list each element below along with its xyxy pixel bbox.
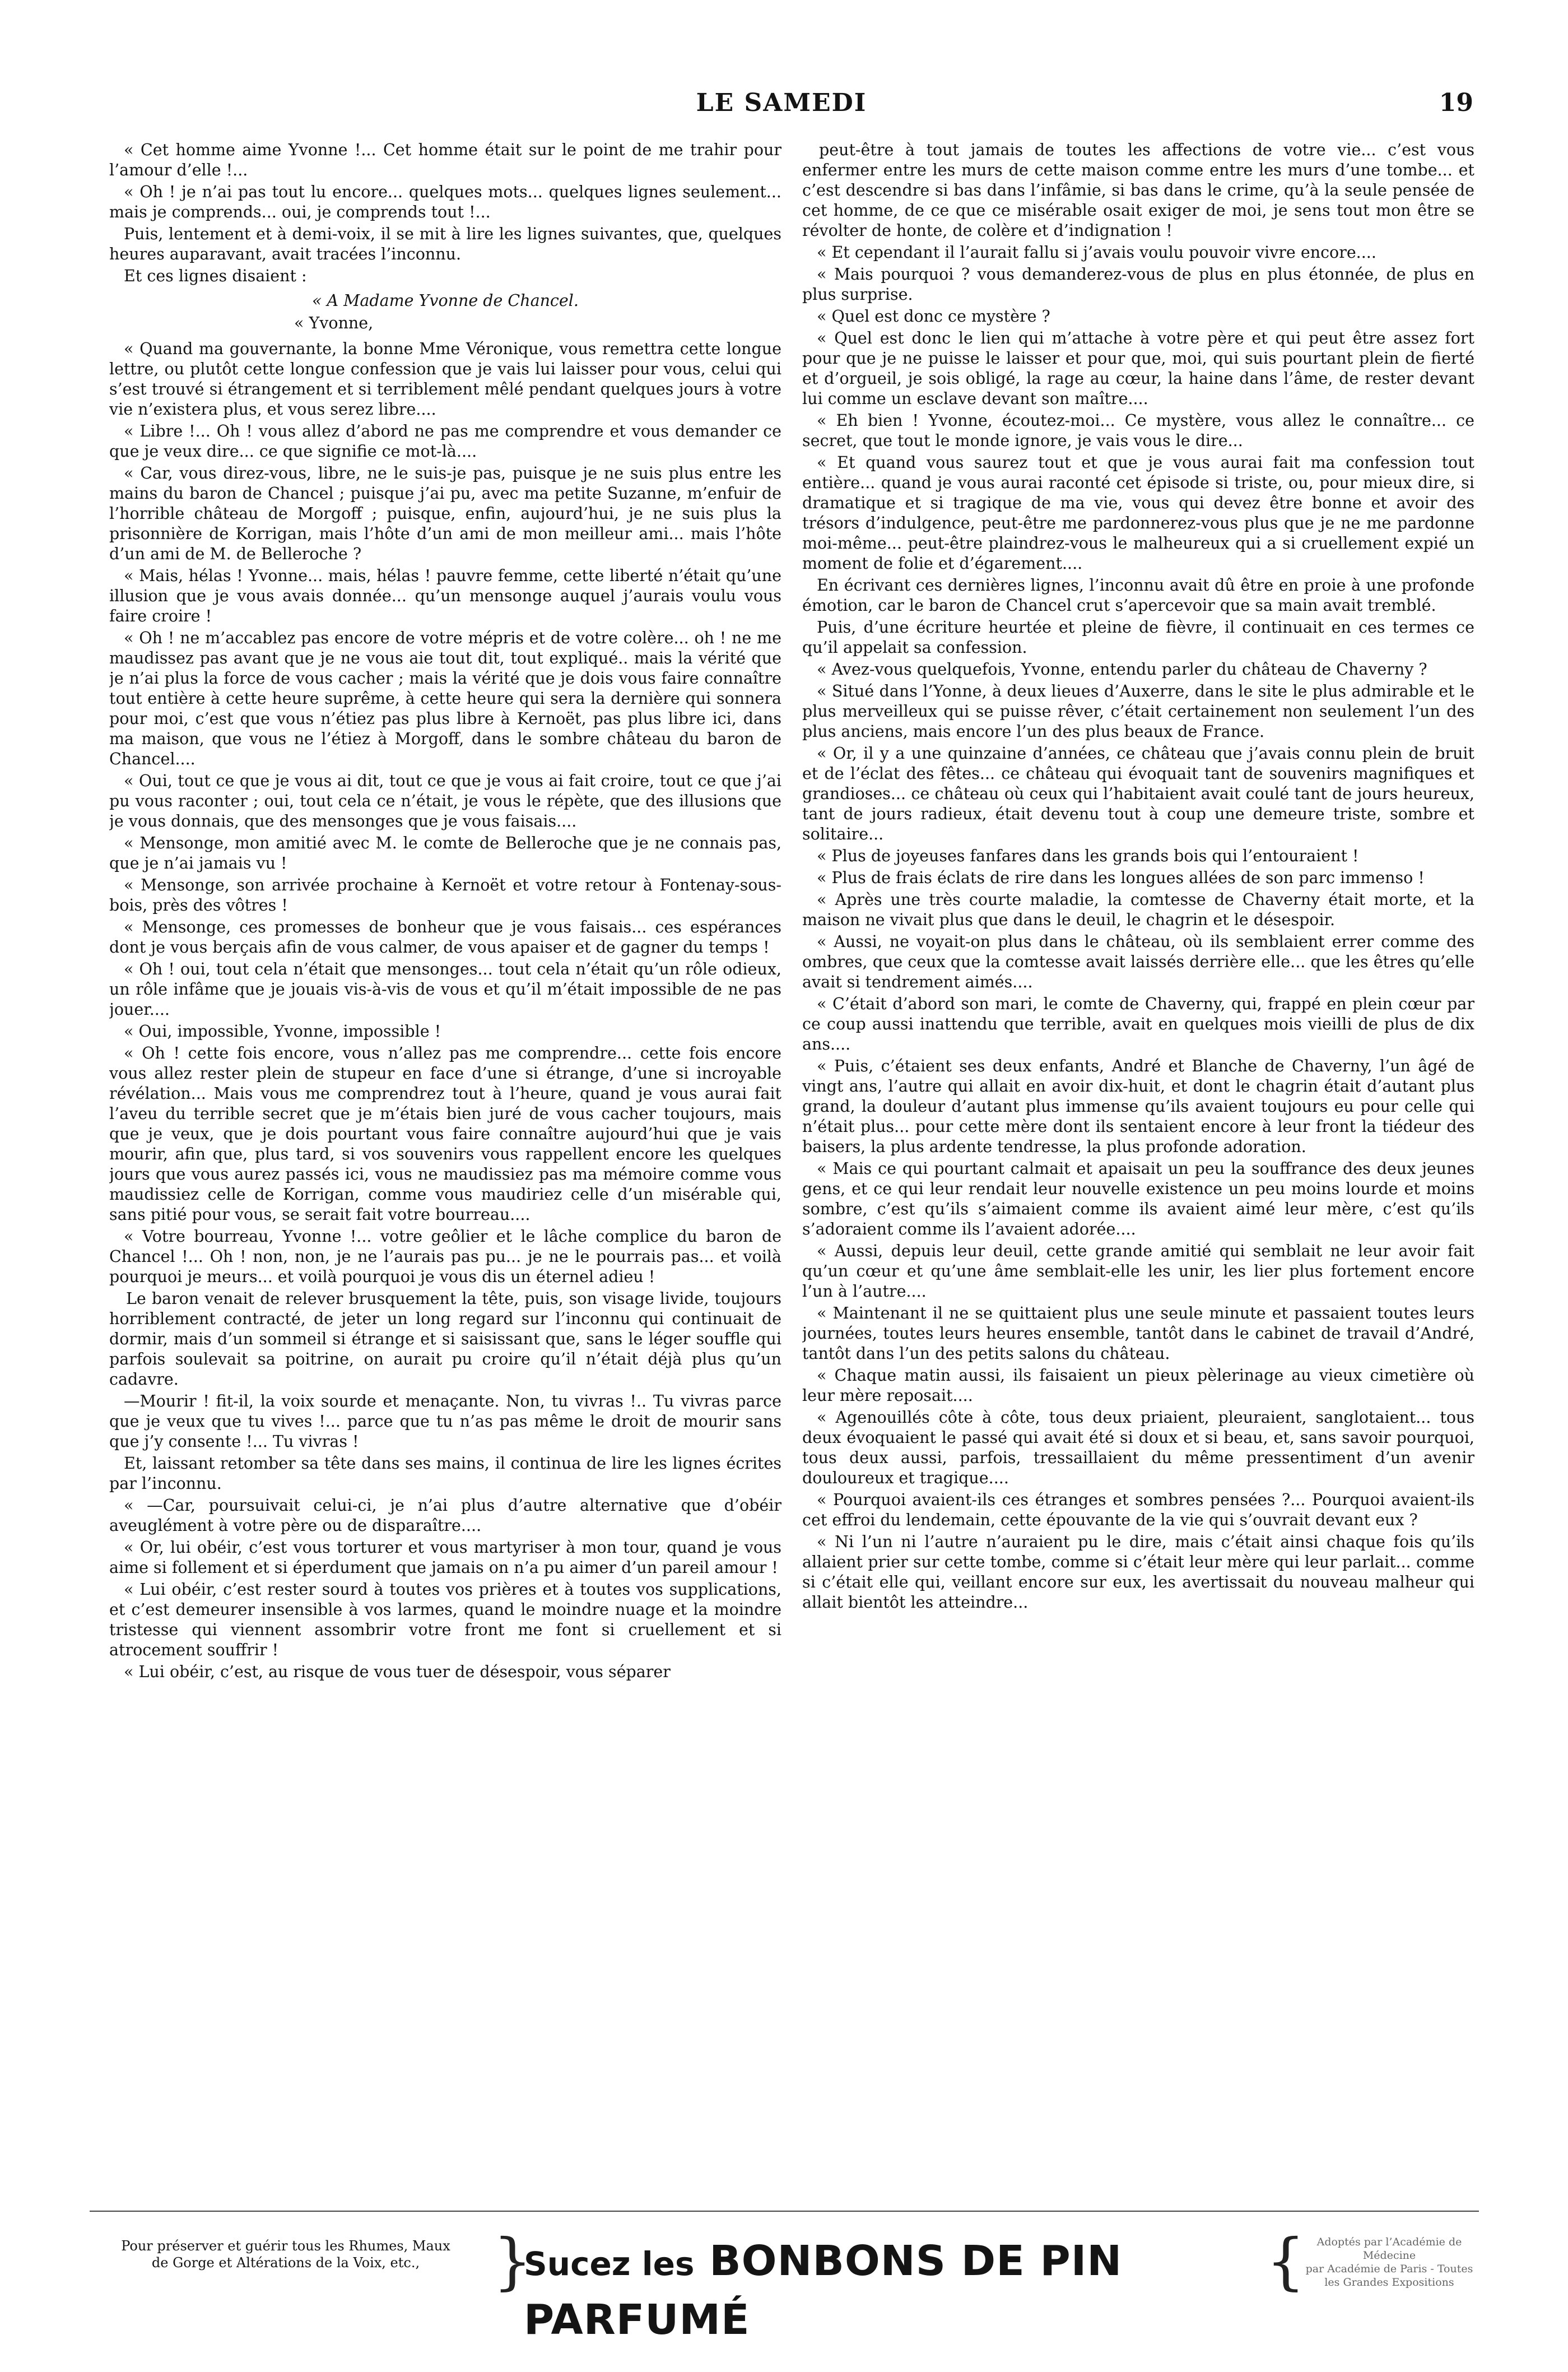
page-number: 19: [1439, 89, 1473, 117]
paragraph: « Car, vous direz-vous, libre, ne le suis-je pas, puisque je ne suis plus entre les mains du baron de Chancel ; puisque j’ai pu, avec ma petite Suzanne, m’enfuir de l’horrible château de Morgoff ; puisque, enfin, aujourd’hui, je ne suis plus la prisonnière de Korrigan, mais l’hôte d’un ami de mon meilleur ami... mais l’hôte d’un ami de M. de Belleroche ?: [109, 464, 781, 563]
paragraph: « Oh ! cette fois encore, vous n’allez pas me comprendre... cette fois encore vous allez rester plein de stupeur en face d’une si étrange, d’une si incroyable révélation... Mais vous me comprendrez tout à l’heure, quand je vous aurai fait l’aveu du terrible secret que je m’étais bien juré de vous cacher toujours, mais que je veux, que je dois pourtant vous faire connaître aujourd’hui que je vais mourir, afin que, plus tard, si vos souvenirs vous rappellent encore les quelques jours que vous aurez passés ici, vous ne maudissiez pas ma mémoire comme vous maudissiez celle de Korrigan, comme vous maudiriez celle d’un misérable qui, sans pitié pour vous, se serait fait votre bourreau....: [109, 1044, 781, 1224]
advertisement-banner: [90, 2225, 1479, 2344]
paragraph: « Yvonne,: [294, 314, 374, 332]
paragraph: « Oh ! ne m’accablez pas encore de votre mépris et de votre colère... oh ! ne me maudissez pas avant que je ne vous aie tout dit, tout expliqué.. mais la vérité que je n’ai plus la force de vous cacher ; mais la vérité que je dois vous faire connaître tout entière à cette heure suprême, à cette heure qui sera la dernière qui sonnera pour moi, c’est que vous n’étiez pas plus libre à Kernoët, pas plus libre ici, dans ma maison, que vous ne l’étiez à Morgoff, dans le sombre château du baron de Chancel....: [109, 629, 781, 768]
paragraph: « Lui obéir, c’est rester sourd à toutes vos prières et à toutes vos supplications, et c’est demeurer insensible à vos larmes, quand le moindre nuage et la moindre tristesse qui viennent assombrir votre front me font si cruellement et si atrocement souffrir !: [109, 1580, 781, 1659]
paragraph: « Chaque matin aussi, ils faisaient un pieux pèlerinage au vieux cimetière où leur mère reposait....: [802, 1366, 1474, 1405]
paragraph: « Ni l’un ni l’autre n’auraient pu le dire, mais c’était ainsi chaque fois qu’ils allaient prier sur cette tombe, comme si c’était leur mère qui leur parlait... comme si c’était elle qui, veillant encore sur eux, les avertissait du nouveau malheur qui allait bientôt les atteindre...: [802, 1533, 1474, 1612]
ad-slogan-prefix: Sucez les: [524, 2245, 695, 2283]
paragraph: « Or, lui obéir, c’est vous torturer et vous martyriser à mon tour, quand je vous aime si follement et si éperdument que jamais on n’a pu aimer d’un pareil amour !: [109, 1538, 781, 1577]
paragraph: Puis, lentement et à demi-voix, il se mit à lire les lignes suivantes, que, quelques heures auparavant, avait tracées l’inconnu.: [109, 225, 781, 263]
paragraph: « Avez-vous quelquefois, Yvonne, entendu parler du château de Chaverny ?: [817, 660, 1427, 679]
paragraph: « Pourquoi avaient-ils ces étranges et sombres pensées ?... Pourquoi avaient-ils cet effroi du lendemain, cette épouvante de la vie qui s’ouvrait devant eux ?: [802, 1491, 1474, 1529]
paragraph: Le baron venait de relever brusquement la tête, puis, son visage livide, toujours horriblement contracté, de jeter un long regard sur l’inconnu qui continuait de dormir, mais d’un sommeil si étrange et si saisissant que, sans le léger souffle qui parfois soulevait sa poitrine, on aurait pu croire qu’il n’était déjà plus qu’un cadavre.: [109, 1289, 781, 1389]
brace-left: }: [493, 2225, 532, 2297]
brace-right: {: [1266, 2225, 1305, 2297]
paragraph: peut-être à tout jamais de toutes les affections de votre vie... c’est vous enfermer entre les murs de cette maison comme entre les murs d’une tombe... et c’est descendre si bas dans l’infâmie, si bas dans le crime, qu’à la seule pensée de cet homme, de ce que ce misérable osait exiger de moi, je sens tout mon être se révolter de honte, de colère et d’indignation !: [802, 141, 1474, 240]
paragraph: « Oh ! je n’ai pas tout lu encore... quelques mots... quelques lignes seulement... mais je comprends... oui, je comprends tout !...: [109, 183, 781, 221]
paragraph: « Lui obéir, c’est, au risque de vous tuer de désespoir, vous séparer: [124, 1663, 671, 1681]
right-text-column: [802, 140, 1474, 2202]
paragraph: « Oui, tout ce que je vous ai dit, tout ce que je vous ai fait croire, tout ce que j’ai pu vous raconter ; oui, tout cela ce n’était, je vous le répète, que des illusions que je vous donnais, que des mensonges que je vous faisais....: [109, 772, 781, 830]
paragraph: « Plus de frais éclats de rire dans les longues allées de son parc immenso !: [817, 869, 1425, 887]
paragraph: « Oh ! oui, tout cela n’était que mensonges... tout cela n’était qu’un rôle odieux, un rôle infâme que je jouais vis-à-vis de vous et qu’il m’était impossible de ne pas jouer....: [109, 960, 781, 1019]
paragraph: « Plus de joyeuses fanfares dans les grands bois qui l’entouraient !: [817, 847, 1359, 865]
advertisement-divider: [90, 2211, 1479, 2212]
paragraph: « Mensonge, mon amitié avec M. le comte de Belleroche que je ne connais pas, que je n’ai jamais vu !: [109, 834, 781, 872]
paragraph: En écrivant ces dernières lignes, l’inconnu avait dû être en proie à une profonde émotion, car le baron de Chancel crut s’apercevoir que sa main avait tremblé.: [802, 576, 1474, 615]
ad-small-text: [90, 2238, 482, 2271]
paragraph: « Mais, hélas ! Yvonne... mais, hélas ! pauvre femme, cette liberté n’était qu’une illusion que je vous avais donnée... qu’un mensonge auquel j’aurais voulu vous faire croire !: [109, 567, 781, 625]
paragraph: « Maintenant il ne se quittaient plus une seule minute et passaient toutes leurs journées, toutes leurs heures ensemble, tantôt dans le cabinet de travail d’André, tantôt dans l’un des petits salons du château.: [802, 1304, 1474, 1363]
paragraph: « Eh bien ! Yvonne, écoutez-moi... Ce mystère, vous allez le connaître... ce secret, que tout le monde ignore, je vais vous le dire...: [802, 411, 1474, 450]
paragraph: « C’était d’abord son mari, le comte de Chaverny, qui, frappé en plein cœur par ce coup aussi inattendu que terrible, avait en quelques mois vieilli de plus de dix ans....: [802, 995, 1474, 1053]
paragraph: « Libre !... Oh ! vous allez d’abord ne pas me comprendre et vous demander ce que je veux dire... ce que signifie ce mot-là....: [109, 422, 781, 461]
paragraph: « Mensonge, son arrivée prochaine à Kernoët et votre retour à Fontenay-sous-bois, près des vôtres !: [109, 876, 781, 915]
paragraph: « —Car, poursuivait celui-ci, je n’ai plus d’autre alternative que d’obéir aveuglément à votre père ou de disparaître....: [109, 1496, 781, 1535]
paragraph: « Mais ce qui pourtant calmait et apaisait un peu la souffrance des deux jeunes gens, et ce qui leur rendait leur nouvelle existence un peu moins lourde et moins sombre, c’est qu’ils s’aimaient comme ils avaient aimé leur mère, c’est qu’ils s’adoraient comme ils l’avaient adorée....: [802, 1159, 1474, 1238]
paragraph: « Votre bourreau, Yvonne !... votre geôlier et le lâche complice du baron de Chancel !... Oh ! non, non, je ne l’aurais pas pu... je ne le pourrais pas... et voilà pourquoi je meurs... et voilà pourquoi je vous dis un éternel adieu !: [109, 1227, 781, 1286]
paragraph: —Mourir ! fit-il, la voix sourde et menaçante. Non, tu vivras !.. Tu vivras parce que je veux que tu vives !... parce que tu n’as pas même le droit de mourir sans que j’y consente !... Tu vivras !: [109, 1392, 781, 1451]
paragraph: « A Madame Yvonne de Chancel.: [312, 291, 579, 310]
paragraph: « Oui, impossible, Yvonne, impossible !: [124, 1022, 441, 1041]
ad-side-note: [1300, 2235, 1479, 2289]
paragraph: « Mais pourquoi ? vous demanderez-vous de plus en plus étonnée, de plus en plus surprise.: [802, 265, 1474, 304]
paragraph: « Puis, c’étaient ses deux enfants, André et Blanche de Chaverny, l’un âgé de vingt ans, l’autre qui allait en avoir dix-huit, et dont le chagrin était d’autant plus grand, la douleur d’autant plus immense qu’ils avaient toujours eu pour celle qui n’était plus... pour cette mère dont ils sentaient encore à leur front la tiédeur des baisers, la plus ardente tendresse, la plus profonde adoration.: [802, 1057, 1474, 1156]
ad-note-line-1: Adoptés par l’Académie de Médecine: [1316, 2236, 1462, 2262]
paragraph: « Situé dans l’Yonne, à deux lieues d’Auxerre, dans le site le plus admirable et le plus merveilleux qui se puisse rêver, c’était certainement non seulement l’un des plus anciens, mais encore l’un des plus beaux de France.: [802, 682, 1474, 741]
paragraph: « Et quand vous saurez tout et que je vous aurai fait ma confession tout entière... quand je vous aurai raconté cet épisode si triste, ou, pour mieux dire, si dramatique et si tragique de ma vie, vous qui devez être bonne et avoir des trésors d’indulgence, peut-être me pardonnerez-vous plus que je ne me pardonne moi-même... peut-être plaindrez-vous le malheureux qui a si cruellement expié un moment de folie et d’égarement....: [802, 453, 1474, 573]
paragraph: « Quand ma gouvernante, la bonne Mme Véronique, vous remettra cette longue lettre, ou plutôt cette longue confession que je vais lui laisser pour vous, celui qui s’est trouvé si étrangement et si terriblement mêlé pendant quelques jours à votre vie n’existera plus, et vous serez libre....: [109, 340, 781, 419]
ad-slogan-main: BONBONS DE PIN PARFUMÉ: [524, 2237, 1123, 2344]
publication-title: LE SAMEDI: [696, 89, 867, 117]
ad-note-line-3: les Grandes Expositions: [1324, 2276, 1454, 2289]
paragraph: « Quel est donc ce mystère ?: [817, 307, 1050, 326]
paragraph: « Cet homme aime Yvonne !... Cet homme était sur le point de me trahir pour l’amour d’elle !...: [109, 141, 781, 179]
ad-note-line-2: par Académie de Paris - Toutes: [1305, 2263, 1473, 2275]
paragraph: Et ces lignes disaient :: [124, 267, 307, 285]
paragraph: « Quel est donc le lien qui m’attache à votre père et qui peut être assez fort pour que je ne puisse le laisser et pour que, moi, qui suis pourtant plein de fierté et d’orgueil, je sois obligé, la rage au cœur, la haine dans l’âme, de rester devant lui comme un esclave devant son maître....: [802, 329, 1474, 408]
paragraph: « Or, il y a une quinzaine d’années, ce château que j’avais connu plein de bruit et de l’éclat des fêtes... ce château qui évoquait tant de souvenirs magnifiques et grandioses... ce château où ceux qui l’habitaient avait coulé tant de jours heureux, tant de jours radieux, était devenu tout à coup une demeure triste, sombre et solitaire...: [802, 744, 1474, 843]
paragraph: « Mensonge, ces promesses de bonheur que je vous faisais... ces espérances dont je vous berçais afin de vous calmer, de vous apaiser et de gagner du temps !: [109, 918, 781, 957]
paragraph: Puis, d’une écriture heurtée et pleine de fièvre, il continuait en ces termes ce qu’il appelait sa confession.: [802, 618, 1474, 657]
left-text-column: [109, 140, 781, 2202]
paragraph: « Aussi, ne voyait-on plus dans le château, où ils semblaient errer comme des ombres, que ceux que la comtesse avait laissés derrière elle... que les êtres qu’elle avait si tendrement aimés....: [802, 932, 1474, 991]
page-header: [90, 89, 1473, 128]
paragraph: Et, laissant retomber sa tête dans ses mains, il continua de lire les lignes écrites par l’inconnu.: [109, 1454, 781, 1493]
paragraph: « Après une très courte maladie, la comtesse de Chaverny était morte, et la maison ne vivait plus que dans le deuil, le chagrin et le désespoir.: [802, 890, 1474, 929]
ad-small-line-2: de Gorge et Altérations de la Voix, etc.,: [151, 2255, 420, 2271]
ad-small-line-1: Pour préserver et guérir tous les Rhumes, Maux: [121, 2238, 450, 2254]
ad-slogan: [524, 2233, 1263, 2348]
paragraph: « Et cependant il l’aurait fallu si j’avais voulu pouvoir vivre encore....: [817, 243, 1376, 262]
paragraph: « Aussi, depuis leur deuil, cette grande amitié qui semblait ne leur avoir fait qu’un cœur et qu’une âme semblait-elle les unir, les lier plus fortement encore l’un à l’autre....: [802, 1242, 1474, 1301]
paragraph: « Agenouillés côte à côte, tous deux priaient, pleuraient, sanglotaient... tous deux évoquaient le passé qui avait été si doux et si beau, et, sans savoir pourquoi, tous deux aussi, parfois, tressaillaient du même pressentiment d’un avenir douloureux et tragique....: [802, 1408, 1474, 1487]
